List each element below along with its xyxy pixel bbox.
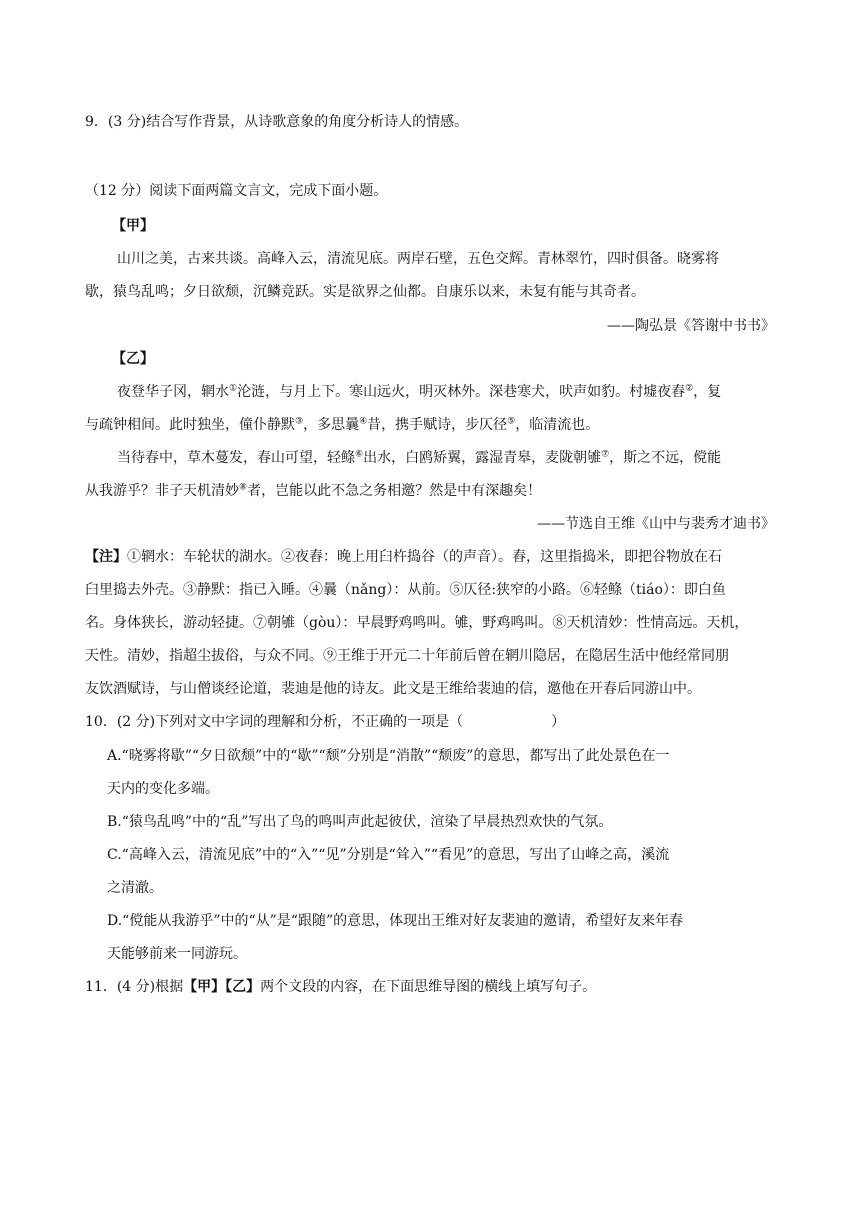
yi-text-line-1: 夜登华子冈，辋水①沦涟，与月上下。寒山远火，明灭林外。深巷寒犬，吠声如豹。村墟夜舂②，复 <box>117 383 722 400</box>
option-d-line-1: D.“傥能从我游乎”中的“从”是“跟随”的意思，体现出王维对好友裴迪的邀请，希望好友来年春 <box>107 913 684 929</box>
notes-line-5: 友饮酒赋诗，与山僧谈经论道，裴迪是他的诗友。此文是王维给裴迪的信，邀他在开春后同游山中。 <box>85 681 701 697</box>
section-intro: （12 分）阅读下面两篇文言文，完成下面小题。 <box>85 183 388 199</box>
footnote-marker: ② <box>685 383 694 394</box>
notes-line-2: 臼里捣去外壳。③静默：指已入睡。④曩（nǎng）：从前。⑤仄径:狭窄的小路。⑥轻鲦（tiáo）：即白鱼 <box>85 582 726 598</box>
yi-text-line-3: 当待春中，草木蔓发，春山可望，轻鲦⑥出水，白鸥矫翼，露湿青皋，麦陇朝雊⑦，斯之不远，傥能 <box>117 449 722 466</box>
option-d-line-2: 天能够前来一同游玩。 <box>107 946 247 962</box>
footnote-marker: ④ <box>359 416 368 427</box>
question-10-stem: 10．(2 分)下列对文中字词的理解和分析，不正确的一项是（ ） <box>85 714 566 730</box>
footnote-marker: ⑤ <box>507 416 516 427</box>
option-a-line-2: 天内的变化多端。 <box>107 781 219 797</box>
footnote-marker: ① <box>229 383 238 394</box>
footnote-marker: ⑦ <box>601 449 610 460</box>
jia-heading: 【甲】 <box>112 218 154 234</box>
yi-text-line-4: 从我游乎？非子天机清妙⑧者，岂能以此不急之务相邀？然是中有深趣矣！ <box>85 482 542 499</box>
yi-heading: 【乙】 <box>112 351 154 367</box>
notes-label: 【注】 <box>85 549 127 565</box>
notes-line-3: 名。身体狭长，游动轻捷。⑦朝雊（gòu）：早晨野鸡鸣叫。雊，野鸡鸣叫。⑧天机清妙：性情高远。天机， <box>85 615 749 631</box>
footnote-marker: ⑧ <box>239 482 248 493</box>
option-c-line-2: 之清澈。 <box>107 880 163 896</box>
option-a-line-1: A.“晓雾将歇”“夕日欲颓”中的“歇”“颓”分别是“消散”“颓废”的意思，都写出了此处景色在一 <box>107 748 670 764</box>
yi-text-line-2: 与疏钟相间。此时独坐，僮仆静默③，多思曩④昔，携手赋诗，步仄径⑤，临清流也。 <box>85 416 600 433</box>
footnote-marker: ③ <box>295 416 304 427</box>
question-11: 11．(4 分)根据【甲】【乙】两个文段的内容，在下面思维导图的横线上填写句子。 <box>85 979 597 995</box>
notes-line-4: 天性。清妙，指超尘拔俗，与众不同。⑨王维于开元二十年前后曾在辋川隐居，在隐居生活中他经常同朋 <box>85 648 729 664</box>
jia-text-line-2: 歇，猿鸟乱鸣；夕日欲颓，沉鳞竞跃。实是欲界之仙都。自康乐以来，未复有能与其奇者。 <box>85 284 645 300</box>
option-c-line-1: C.“高峰入云，清流见底”中的“入”“见”分别是“耸入”“看见”的意思，写出了山峰之高，溪流 <box>107 847 670 863</box>
jia-text-line-1: 山川之美，古来共谈。高峰入云，清流见底。两岸石壁，五色交辉。青林翠竹，四时俱备。晓雾将 <box>117 251 719 267</box>
notes-line-1: 【注】①辋水：车轮状的湖水。②夜舂：晚上用臼杵捣谷（的声音）。舂，这里指捣米，即把谷物放在石 <box>85 549 722 565</box>
footnote-marker: ⑥ <box>355 449 364 460</box>
option-b-line-1: B.“猿鸟乱鸣”中的“乱”写出了鸟的鸣叫声此起彼伏，渲染了早晨热烈欢快的气氛。 <box>107 814 613 830</box>
question-9: 9．(3 分)结合写作背景，从诗歌意象的角度分析诗人的情感。 <box>85 114 469 130</box>
yi-source: ——节选自王维《山中与裴秀才迪书》 <box>537 516 775 532</box>
jia-source: ——陶弘景《答谢中书书》 <box>607 318 775 334</box>
